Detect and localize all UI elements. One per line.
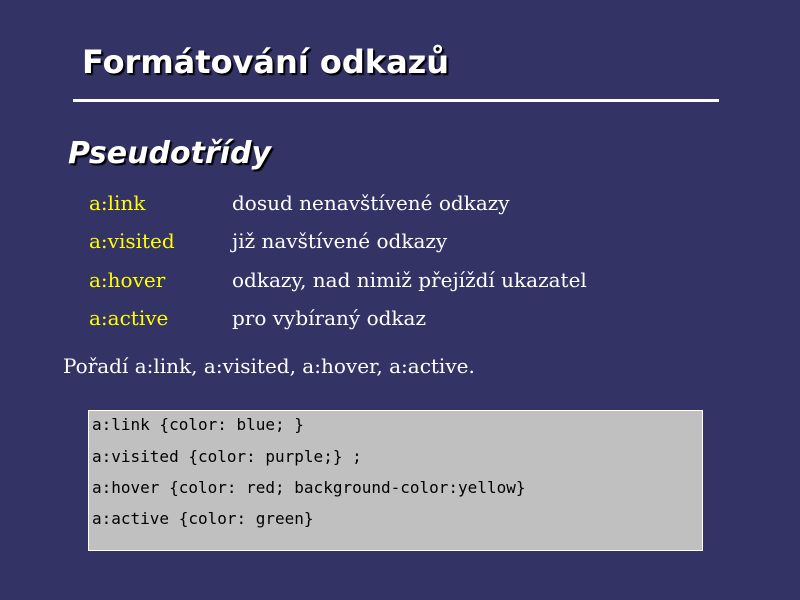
pseudo-class-description: dosud nenavštívené odkazy: [232, 191, 510, 215]
pseudo-class-name: a:link: [89, 191, 146, 215]
code-line: a:hover {color: red; background-color:yellow}: [92, 478, 526, 497]
pseudo-class-row-visited: [0, 226, 800, 264]
pseudo-class-name: a:hover: [89, 268, 166, 292]
order-note: Pořadí a:link, a:visited, a:hover, a:active.: [63, 354, 475, 378]
pseudo-class-row-active: [0, 303, 800, 341]
pseudo-class-row-link: [0, 188, 800, 226]
pseudo-class-description: odkazy, nad nimiž přejíždí ukazatel: [232, 268, 587, 292]
title-divider: [73, 99, 719, 102]
code-line: a:visited {color: purple;} ;: [92, 447, 362, 466]
code-line: a:active {color: green}: [92, 509, 314, 528]
pseudo-class-name: a:active: [89, 306, 169, 330]
pseudo-class-description: pro vybíraný odkaz: [232, 306, 427, 330]
code-line: a:link {color: blue; }: [92, 415, 304, 434]
slide-title: Formátování odkazů: [82, 43, 450, 81]
pseudo-class-name: a:visited: [89, 229, 175, 253]
pseudo-class-row-hover: [0, 265, 800, 303]
section-heading: Pseudotřídy: [68, 136, 272, 171]
code-sample-box: [88, 410, 703, 551]
pseudo-class-description: již navštívené odkazy: [232, 229, 448, 253]
